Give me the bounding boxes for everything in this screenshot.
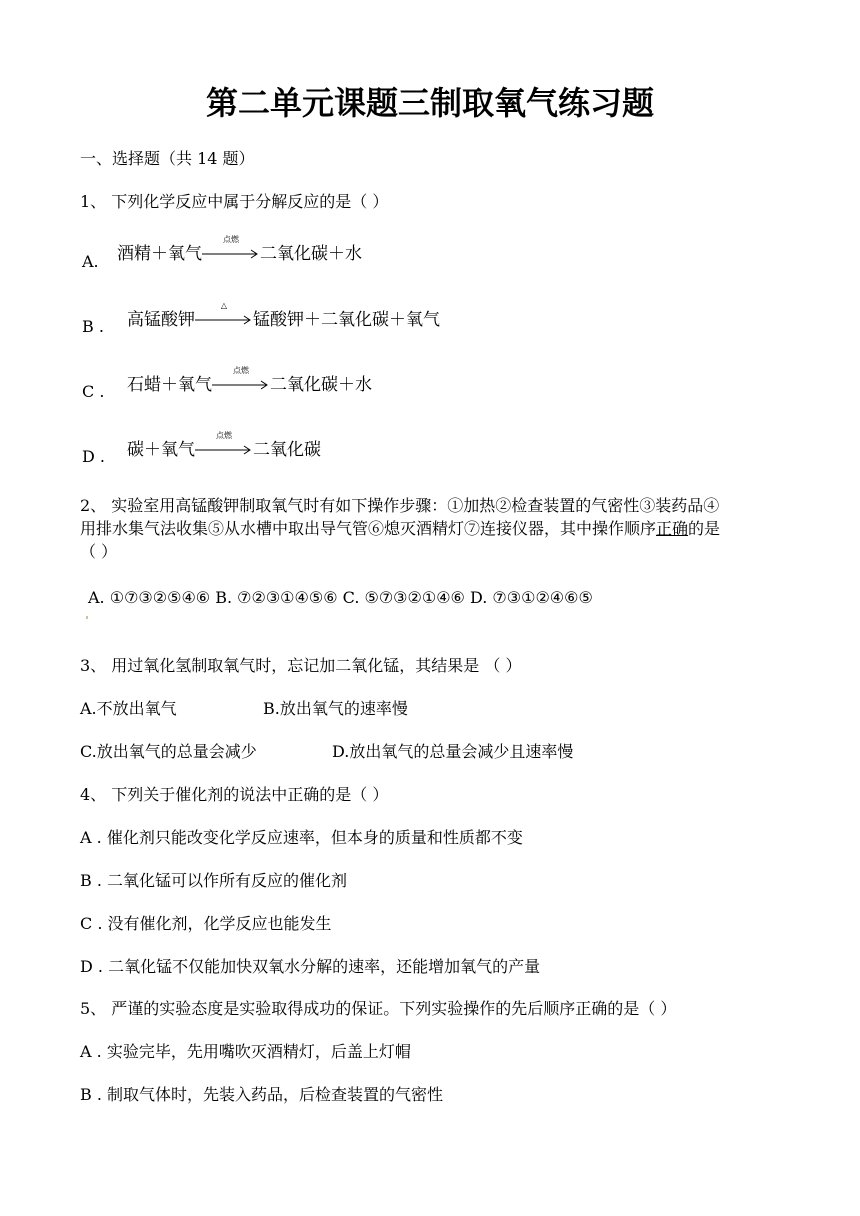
- stem-tail: 的是: [688, 519, 721, 538]
- reaction-arrow-icon: [212, 366, 270, 396]
- reaction-arrow-icon: [195, 301, 253, 331]
- q1-option-d-equation: [127, 431, 321, 461]
- question-2-answer-blank: （ ）: [80, 542, 118, 561]
- reactants: 石蜡＋氧气: [127, 375, 212, 395]
- reaction-condition: 点燃: [233, 366, 249, 375]
- reaction-condition: 点燃: [216, 431, 232, 440]
- underlined-word: 正确: [656, 519, 689, 538]
- q5-option-a: A . 实验完毕，先用嘴吹灭酒精灯，后盖上灯帽: [80, 1042, 411, 1061]
- question-3-stem: 3、 用过氧化氢制取氧气时，忘记加二氧化锰，其结果是 （ ）: [80, 656, 522, 675]
- q1-option-d-label: D .: [82, 447, 105, 466]
- stem-text: 用排水集气法收集⑤从水槽中取出导气管⑥熄灭酒精灯⑦连接仪器，其中操作顺序: [80, 519, 657, 538]
- stray-mark: [86, 616, 88, 619]
- q1-option-a-label: A.: [82, 252, 99, 271]
- reactants: 高锰酸钾: [127, 310, 195, 330]
- q3-option-a: A.不放出氧气: [80, 699, 177, 718]
- q1-option-b-label: B .: [82, 317, 104, 336]
- section-heading: 一、选择题（共 14 题）: [80, 149, 255, 168]
- reactants: 碳＋氧气: [127, 440, 195, 460]
- reaction-condition: △: [220, 301, 228, 310]
- q4-option-a: A . 催化剂只能改变化学反应速率，但本身的质量和性质都不变: [80, 828, 523, 847]
- q1-option-b-equation: [127, 301, 440, 331]
- question-2-stem-line-1: 2、 实验室用高锰酸钾制取氧气时有如下操作步骤：①加热②检查装置的气密性③装药品④: [80, 496, 720, 515]
- reactants: 酒精＋氧气: [117, 244, 202, 264]
- question-2-options: A. ①⑦③②⑤④⑥ B. ⑦②③①④⑤⑥ C. ⑤⑦③②①④⑥ D. ⑦③①②④⑥⑤: [88, 588, 593, 607]
- q1-option-c-equation: [127, 366, 372, 396]
- question-5-stem: 5、 严谨的实验态度是实验取得成功的保证。下列实验操作的先后顺序正确的是（ ）: [80, 999, 677, 1018]
- q4-option-b: B . 二氧化锰可以作所有反应的催化剂: [80, 871, 348, 890]
- q4-option-d: D . 二氧化锰不仅能加快双氧水分解的速率，还能增加氧气的产量: [80, 957, 541, 976]
- q3-option-d: D.放出氧气的总量会减少且速率慢: [332, 742, 574, 761]
- products: 二氧化碳: [253, 440, 321, 460]
- q1-option-c-label: C .: [82, 382, 105, 401]
- question-4-stem: 4、 下列关于催化剂的说法中正确的是（ ）: [80, 785, 389, 804]
- question-1-stem: 1、 下列化学反应中属于分解反应的是（ ）: [80, 192, 389, 211]
- reaction-arrow-icon: [195, 431, 253, 461]
- reaction-arrow-icon: [202, 235, 260, 265]
- products: 二氧化碳＋水: [260, 244, 362, 264]
- products: 二氧化碳＋水: [270, 375, 372, 395]
- q3-option-c: C.放出氧气的总量会减少: [80, 742, 257, 761]
- q5-option-b: B . 制取气体时，先装入药品，后检查装置的气密性: [80, 1085, 444, 1104]
- reaction-condition: 点燃: [223, 235, 239, 244]
- q3-option-b: B.放出氧气的速率慢: [263, 699, 408, 718]
- q1-option-a-equation: [117, 235, 362, 265]
- document-title: 第二单元课题三制取氧气练习题: [205, 84, 654, 122]
- question-2-stem-line-2: [80, 519, 720, 539]
- q4-option-c: C . 没有催化剂，化学反应也能发生: [80, 914, 332, 933]
- products: 锰酸钾＋二氧化碳＋氧气: [253, 310, 440, 330]
